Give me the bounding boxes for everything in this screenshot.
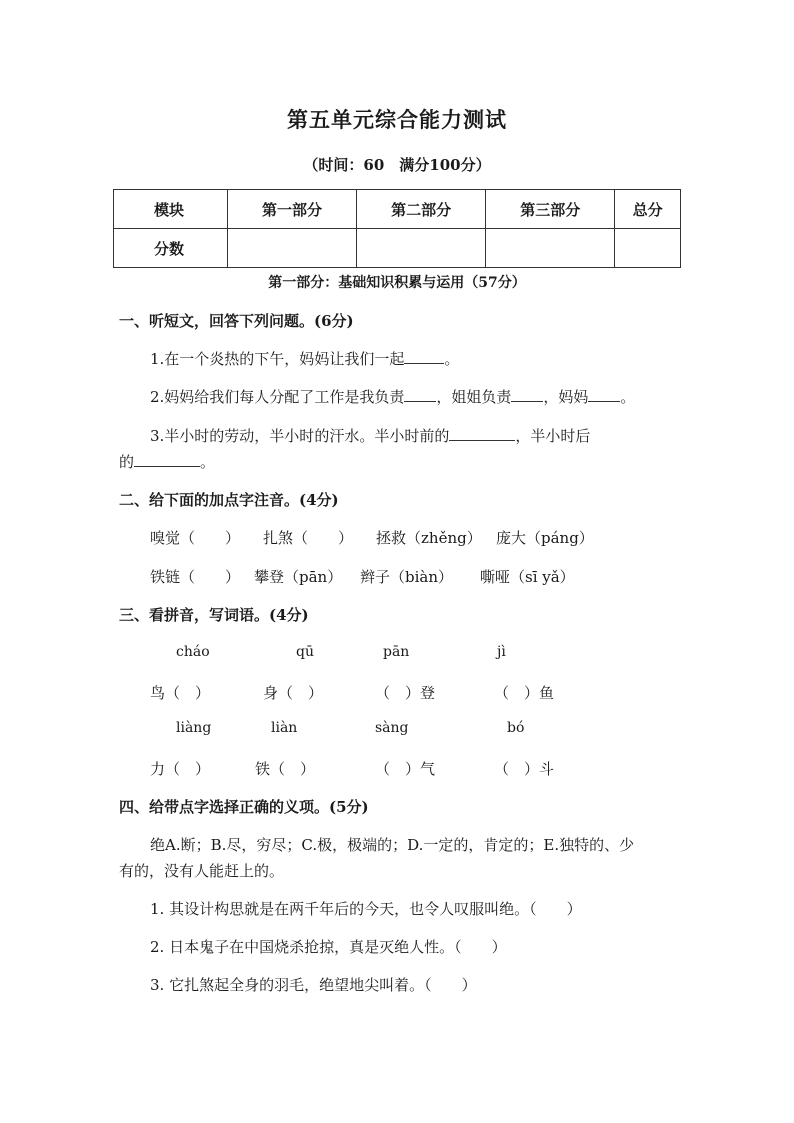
q1-item1-blank[interactable] xyxy=(404,349,444,364)
score-row-label: 分数 xyxy=(114,229,228,268)
page-title: 第五单元综合能力测试 xyxy=(287,107,507,132)
q1-item1-text: 1.在一个炎热的下午，妈妈让我们一起 xyxy=(150,350,405,368)
score-header-part2: 第二部分 xyxy=(357,190,486,229)
q3-pinyin-2: qū xyxy=(296,644,314,660)
q3-pinyin-3: pān xyxy=(383,644,410,660)
q1-item3-text3: 的 xyxy=(119,453,135,471)
q4-item1: 1. 其设计构思就是在两千年后的今天，也令人叹服叫绝。（ ） xyxy=(150,900,582,918)
score-cell-total[interactable] xyxy=(615,229,681,268)
exam-info: （时间：60 满分100分） xyxy=(303,156,491,174)
q1-item3-text: 3.半小时的劳动，半小时的汗水。半小时前的 xyxy=(150,427,450,445)
score-table-score-row xyxy=(114,229,681,268)
score-header-total: 总分 xyxy=(615,190,681,229)
score-table-header-row xyxy=(114,190,681,229)
q4-definition-line2: 有的，没有人能赶上的。 xyxy=(119,862,285,880)
q2-r2-c1: 铁链（ ） xyxy=(150,568,241,586)
q3-pinyin-1: cháo xyxy=(176,644,210,660)
q4-item2: 2. 日本鬼子在中国烧杀抢掠，真是灭绝人性。（ ） xyxy=(150,938,507,956)
q1-item2-text3: ，妈妈 xyxy=(543,388,589,406)
q1-item2-blank2[interactable] xyxy=(511,387,543,402)
score-header-part3: 第三部分 xyxy=(486,190,615,229)
q1-item3-text2: ，半小时后 xyxy=(515,427,591,445)
score-header-part1: 第一部分 xyxy=(228,190,357,229)
q3-pinyin-5: liàng xyxy=(176,720,212,736)
score-table xyxy=(113,189,681,268)
q3-word-8: （ ）斗 xyxy=(494,760,555,778)
q2-r2-c2: 攀登（pān） xyxy=(254,568,343,586)
q1-item3-blank2[interactable] xyxy=(134,452,200,467)
q2-r2-c3: 辫子（biàn） xyxy=(360,568,454,586)
q1-item3-cont xyxy=(119,451,215,472)
score-cell-part2[interactable] xyxy=(357,229,486,268)
part1-heading: 第一部分：基础知识积累与运用（57分） xyxy=(268,275,526,291)
q3-word-3: （ ）登 xyxy=(375,684,436,702)
q2-r1-c4: 庞大（páng） xyxy=(496,529,594,547)
q3-word-4: （ ）鱼 xyxy=(494,684,555,702)
q3-word-7: （ ）气 xyxy=(375,760,436,778)
q1-item2-end: 。 xyxy=(620,388,636,406)
q1-item3-blank1[interactable] xyxy=(449,426,515,441)
q2-r1-c1: 嗅觉（ ） xyxy=(150,529,241,547)
q3-pinyin-4: jì xyxy=(497,644,506,660)
q3-pinyin-7: sàng xyxy=(375,720,409,736)
q2-r1-c3: 拯救（zhěng） xyxy=(376,529,482,547)
q3-word-6: 铁（ ） xyxy=(255,760,316,778)
q3-word-2: 身（ ） xyxy=(263,684,324,702)
q3-word-5: 力（ ） xyxy=(150,760,211,778)
q1-item1-end: 。 xyxy=(444,350,460,368)
q3-pinyin-6: liàn xyxy=(271,720,298,736)
q1-item2-blank3[interactable] xyxy=(588,387,620,402)
q2-title: 二、给下面的加点字注音。(4分) xyxy=(119,491,339,509)
q1-item2-text: 2.妈妈给我们每人分配了工作是我负责 xyxy=(150,388,405,406)
q3-title: 三、看拼音，写词语。(4分) xyxy=(119,606,309,624)
q1-title: 一、听短文，回答下列问题。(6分) xyxy=(119,312,354,330)
score-cell-part1[interactable] xyxy=(228,229,357,268)
q1-item1 xyxy=(150,348,459,369)
q3-pinyin-8: bó xyxy=(507,720,525,736)
score-cell-part3[interactable] xyxy=(486,229,615,268)
q4-title: 四、给带点字选择正确的义项。(5分) xyxy=(119,798,369,816)
q1-item2-blank1[interactable] xyxy=(404,387,436,402)
q1-item2 xyxy=(150,386,635,407)
q1-item2-text2: ，姐姐负责 xyxy=(436,388,512,406)
q1-item3-end: 。 xyxy=(200,453,216,471)
q2-r2-c4: 嘶哑（sī yǎ） xyxy=(480,568,575,586)
q1-item3 xyxy=(150,425,590,446)
q4-definition-line1: 绝A.断；B.尽，穷尽；C.极，极端的；D.一定的，肯定的；E.独特的、少 xyxy=(150,836,635,854)
q4-item3: 3. 它扎煞起全身的羽毛，绝望地尖叫着。（ ） xyxy=(150,976,477,994)
q2-r1-c2: 扎煞（ ） xyxy=(263,529,354,547)
score-header-module: 模块 xyxy=(114,190,228,229)
q3-word-1: 鸟（ ） xyxy=(150,684,211,702)
